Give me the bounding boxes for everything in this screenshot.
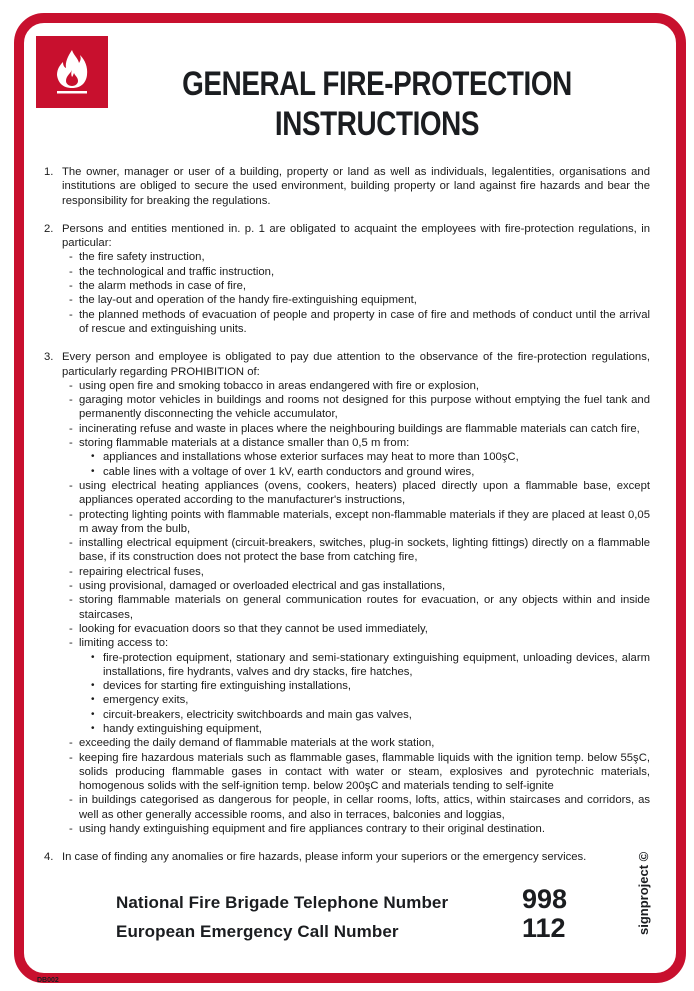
list-item: - looking for evacuation doors so that they cannot be used immediately, bbox=[69, 622, 650, 636]
list-item: - storing flammable materials on general communication routes for evacuation, or any objects within and inside staircases, bbox=[69, 593, 650, 622]
dash-list bbox=[69, 250, 650, 336]
list-item: - using handy extinguishing equipment and fire appliances contrary to their original destination. bbox=[69, 822, 650, 836]
phone-label: National Fire Brigade Telephone Number bbox=[116, 893, 449, 912]
item-text: In case of finding any anomalies or fire hazards, please inform your superiors or the emergency services. bbox=[62, 851, 587, 864]
list-item: - incinerating refuse and waste in places where the neighbouring buildings are flammable materials can catch fire, bbox=[69, 422, 650, 436]
list-item: - the technological and traffic instruction, bbox=[69, 265, 650, 279]
flame-icon bbox=[52, 48, 92, 96]
bullet-item: • cable lines with a voltage of over 1 kV, earth conductors and ground wires, bbox=[89, 465, 650, 479]
title-line-1: GENERAL FIRE-PROTECTION bbox=[182, 65, 572, 103]
list-item: - garaging motor vehicles in buildings and rooms not designed for this purpose without emptying the fuel tank and permanently disconnecting the vehicle accumulator, bbox=[69, 393, 650, 422]
bullet-item: • devices for starting fire extinguishing installations, bbox=[89, 679, 650, 693]
item-number: 4. bbox=[44, 851, 54, 864]
item-number: 3. bbox=[44, 351, 54, 364]
list-item: - the lay-out and operation of the handy fire-extinguishing equipment, bbox=[69, 293, 650, 307]
list-item: - using electrical heating appliances (ovens, cookers, heaters) placed directly upon a flammable base, except appliances operated according to the manufacturer's instructions, bbox=[69, 479, 650, 508]
list-item: - protecting lighting points with flammable materials, except non-flammable materials if they are placed at least 0,05 m away from the bulb, bbox=[69, 508, 650, 537]
phone-label: European Emergency Call Number bbox=[116, 922, 399, 941]
list-item: - the alarm methods in case of fire, bbox=[69, 279, 650, 293]
list-item: - exceeding the daily demand of flammable materials at the work station, bbox=[69, 736, 650, 750]
list-item: - repairing electrical fuses, bbox=[69, 565, 650, 579]
item-text: The owner, manager or user of a building, property or land as well as individuals, legalentities, organisations and institutions are obliged to secure the used environment, building property or land against fire hazards and bear the responsibility for breaking the regulations. bbox=[62, 166, 650, 207]
instruction-item-3 bbox=[44, 350, 650, 836]
bullet-item: • circuit-breakers, electricity switchboards and main gas valves, bbox=[89, 708, 650, 722]
list-item bbox=[69, 636, 650, 736]
phone-row-fire-brigade bbox=[116, 884, 586, 913]
product-code: DB002 bbox=[37, 977, 59, 984]
bullet-item: • emergency exits, bbox=[89, 693, 650, 707]
instruction-item-2 bbox=[44, 222, 650, 336]
list-item: - in buildings categorised as dangerous for people, in cellar rooms, lofts, attics, within staircases and corridors, as well as other generally accessible rooms, and also in terraces, balconies and loggias, bbox=[69, 793, 650, 822]
bullet-list bbox=[89, 651, 650, 737]
prohibition-list bbox=[69, 379, 650, 837]
sign-title bbox=[158, 64, 596, 144]
list-item: - the fire safety instruction, bbox=[69, 250, 650, 264]
bullet-item: • fire-protection equipment, stationary and semi-stationary extinguishing equipment, unloading devices, alarm installations, fire hydrants, valves and dry stacks, fire hatches, bbox=[89, 651, 650, 680]
item-text: Every person and employee is obligated to pay due attention to the observance of the fire-protection regulations, particularly regarding PROHIBITION of: bbox=[62, 351, 650, 378]
flammable-hazard-symbol bbox=[36, 36, 108, 108]
list-item-text: limiting access to: bbox=[79, 637, 169, 650]
item-number: 1. bbox=[44, 166, 54, 178]
phone-row-european-emergency bbox=[116, 913, 586, 942]
phone-number: 998 bbox=[522, 884, 568, 914]
list-item: - keeping fire hazardous materials such as flammable gases, flammable liquids with the ignition temp. below 55şC, solids producing flammable gases in contact with water or steam, explosives and pyrotechnic materials, homogenous solids with the self-ignition temp. below 200şC and materials tending to self-ignite bbox=[69, 751, 650, 794]
bullet-list bbox=[89, 450, 650, 479]
phone-number: 112 bbox=[522, 913, 566, 943]
list-item-text: storing flammable materials at a distance smaller than 0,5 m from: bbox=[79, 437, 410, 450]
instruction-item-4 bbox=[44, 850, 650, 864]
list-item bbox=[69, 436, 650, 479]
instruction-item-1 bbox=[44, 165, 650, 208]
title-line-2: INSTRUCTIONS bbox=[274, 105, 480, 143]
bullet-item: • appliances and installations whose exterior surfaces may heat to more than 100şC, bbox=[89, 450, 650, 464]
list-item: - the planned methods of evacuation of people and property in case of fire and methods of conduct until the arrival of rescue and extinguishing units. bbox=[69, 308, 650, 337]
instructions-body bbox=[44, 165, 650, 879]
item-number: 2. bbox=[44, 222, 54, 235]
list-item: - using provisional, damaged or overloaded electrical and gas installations, bbox=[69, 579, 650, 593]
emergency-numbers bbox=[116, 884, 586, 942]
brand-mark: signproject © bbox=[636, 851, 651, 935]
item-text: Persons and entities mentioned in. p. 1 are obligated to acquaint the employees with fire-protection regulations, in particular: bbox=[62, 222, 650, 250]
list-item: - installing electrical equipment (circuit-breakers, switches, plug-in sockets, lighting fittings) directly on a flammable base, if its construction does not protect the base from catching fire, bbox=[69, 536, 650, 565]
bullet-item: • handy extinguishing equipment, bbox=[89, 722, 650, 736]
list-item: - using open fire and smoking tobacco in areas endangered with fire or explosion, bbox=[69, 379, 650, 393]
